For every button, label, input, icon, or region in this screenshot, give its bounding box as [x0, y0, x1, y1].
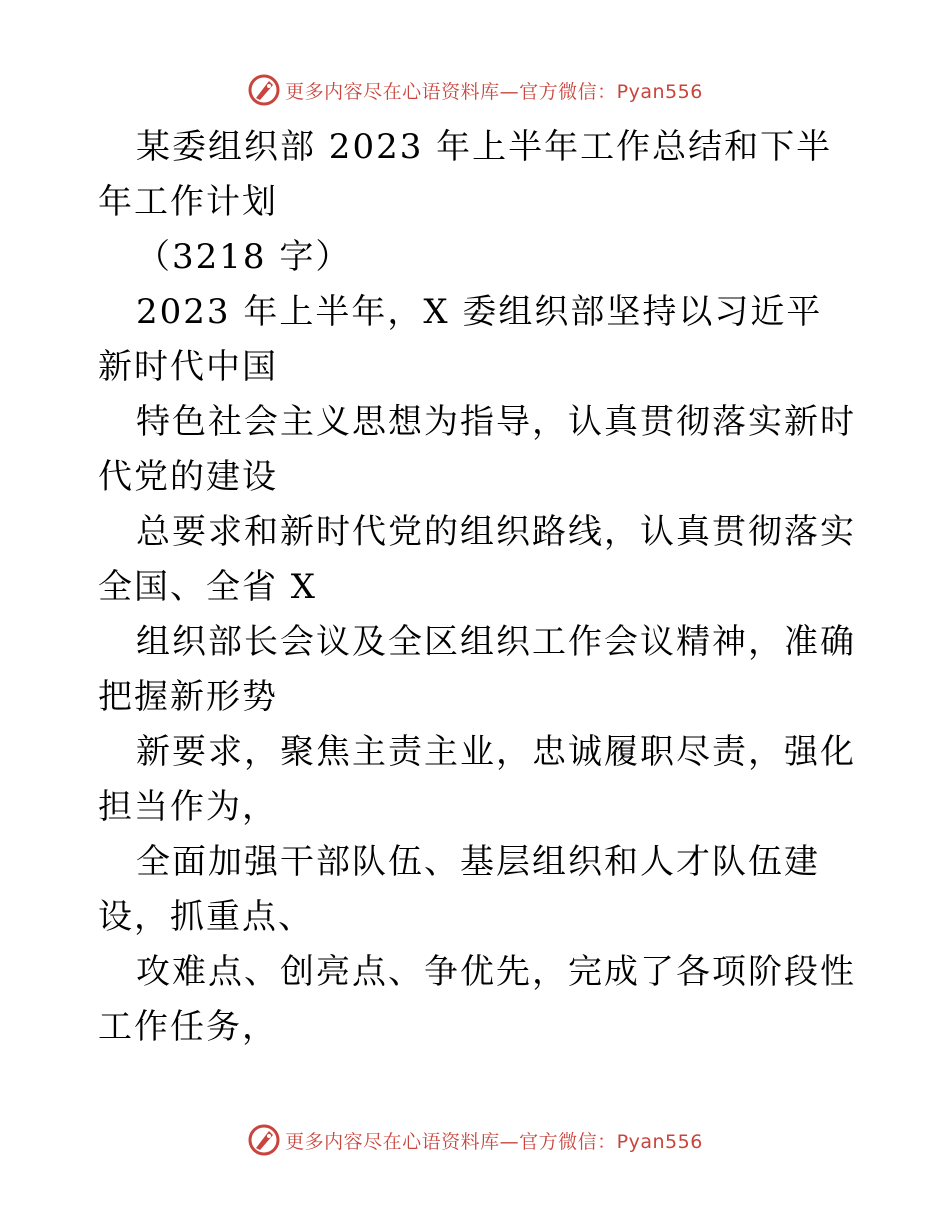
- paragraph: 2023 年上半年，X 委组织部坚持以习近平新时代中国: [98, 292, 823, 387]
- paragraph: 特色社会主义思想为指导，认真贯彻落实新时代党的建设: [98, 402, 856, 497]
- header-banner-text: 更多内容尽在心语资料库—官方微信：Pyan556: [285, 80, 703, 103]
- header-banner: [0, 70, 950, 110]
- footer-banner: [0, 1120, 950, 1160]
- paragraph: 全面加强干部队伍、基层组织和人才队伍建设，抓重点、: [98, 842, 820, 937]
- footer-banner-text: 更多内容尽在心语资料库—官方微信：Pyan556: [285, 1130, 703, 1153]
- paragraph: 总要求和新时代党的组织路线，认真贯彻落实全国、全省 X: [98, 512, 856, 607]
- paragraph: 攻难点、创亮点、争优先，完成了各项阶段性工作任务，: [98, 952, 856, 1047]
- pen-nib-logo-icon: [247, 1123, 281, 1157]
- paragraph: 新要求，聚焦主责主业，忠诚履职尽责，强化担当作为，: [98, 732, 856, 827]
- document-body: [98, 120, 858, 1055]
- word-count: （3218 字）: [136, 237, 352, 277]
- document-title: 某委组织部 2023 年上半年工作总结和下半年工作计划: [98, 127, 833, 222]
- paragraph: 组织部长会议及全区组织工作会议精神，准确把握新形势: [98, 622, 856, 717]
- pen-nib-logo-icon: [247, 73, 281, 107]
